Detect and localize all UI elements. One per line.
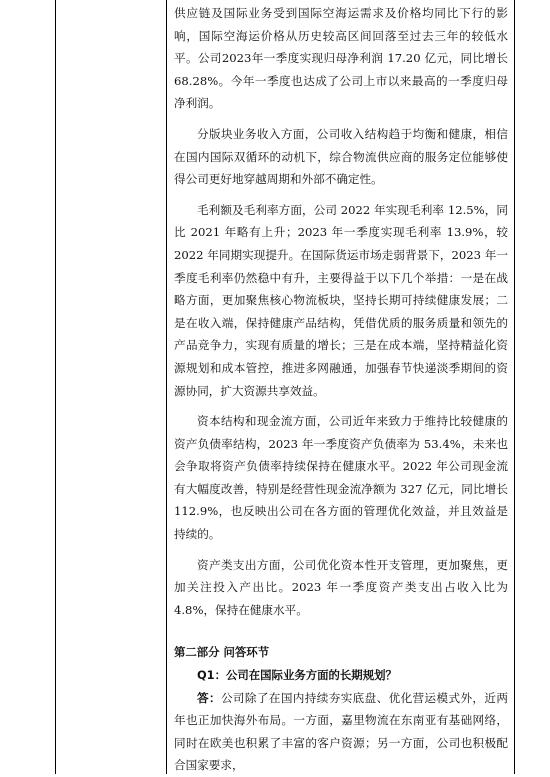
answer-1 [174, 687, 508, 777]
answer-label: 答： [197, 690, 221, 705]
section-spacer [174, 621, 508, 641]
table-content-cell [174, 2, 508, 777]
table-frame [55, 0, 515, 774]
paragraph-capital-structure: 资本结构和现金流方面，公司近年来致力于维持比较健康的资产负债率结构，2023 年一季度资产负债率为 53.4%，未来也会争取将资产负债率持续保持在健康水平。2022 年公司现金流有大幅度改善，特别是经营性现金流净额为 327 亿元，同比增长 112.9%，也反映出公司在各方面的管理优化效益，并且效益是持续的。 [174, 414, 508, 542]
paragraph-revenue-structure: 分版块业务收入方面，公司收入结构趋于均衡和健康，相信在国内国际双循环的动机下，综合物流供应商的服务定位能够使得公司更好地穿越周期和外部不确定性。 [174, 126, 508, 187]
question-1: Q1：公司在国际业务方面的长期规划？ [197, 668, 397, 683]
paragraph-supply-chain: 供应链及国际业务受到国际空海运需求及价格均同比下行的影响，国际空海运价格从历史较高区间回落至过去三年的较低水平。公司2023年一季度实现归母净利润 17.20 亿元，同比增长 68.28%。今年一季度也达成了公司上市以来最高的一季度归母净利润。 [174, 6, 508, 111]
table-left-column [56, 0, 167, 774]
paragraph-capex: 资产类支出方面，公司优化资本性开支管理，更加聚焦，更加关注投入产出比。2023 年一季度资产类支出占收入比为 4.8%，保持在健康水平。 [174, 557, 508, 617]
answer-text: 公司除了在国内持续夯实底盘、优化营运模式外，近两年也正加快海外布局。一方面，嘉里物流在东南亚有基础网络，同时在欧美也积累了丰富的客户资源；另一方面，公司也积极配合国家要求， [174, 690, 508, 773]
paragraph-gross-margin: 毛利额及毛利率方面，公司 2022 年实现毛利率 12.5%，同比 2021 年略有上升；2023 年一季度实现毛利率 13.9%，较 2022 年同期实现提升。在国际货运市场走弱背景下，2023 年一季度毛利率仍然稳中有升，主要得益于以下几个举措：一是在战略方面，更加聚焦核心物流板块，坚持长期可持续健康发展；二是在收入端，保持健康产品结构，凭借优质的服务质量和领先的产品竞争力，实现有质量的增长；三是在成本端，坚持精益化资源规划和成本管控，推进多网融通，加强春节快递淡季期间的资源协同，扩大资源共享效益。 [174, 202, 508, 398]
section-heading: 第二部分 问答环节 [174, 645, 270, 660]
